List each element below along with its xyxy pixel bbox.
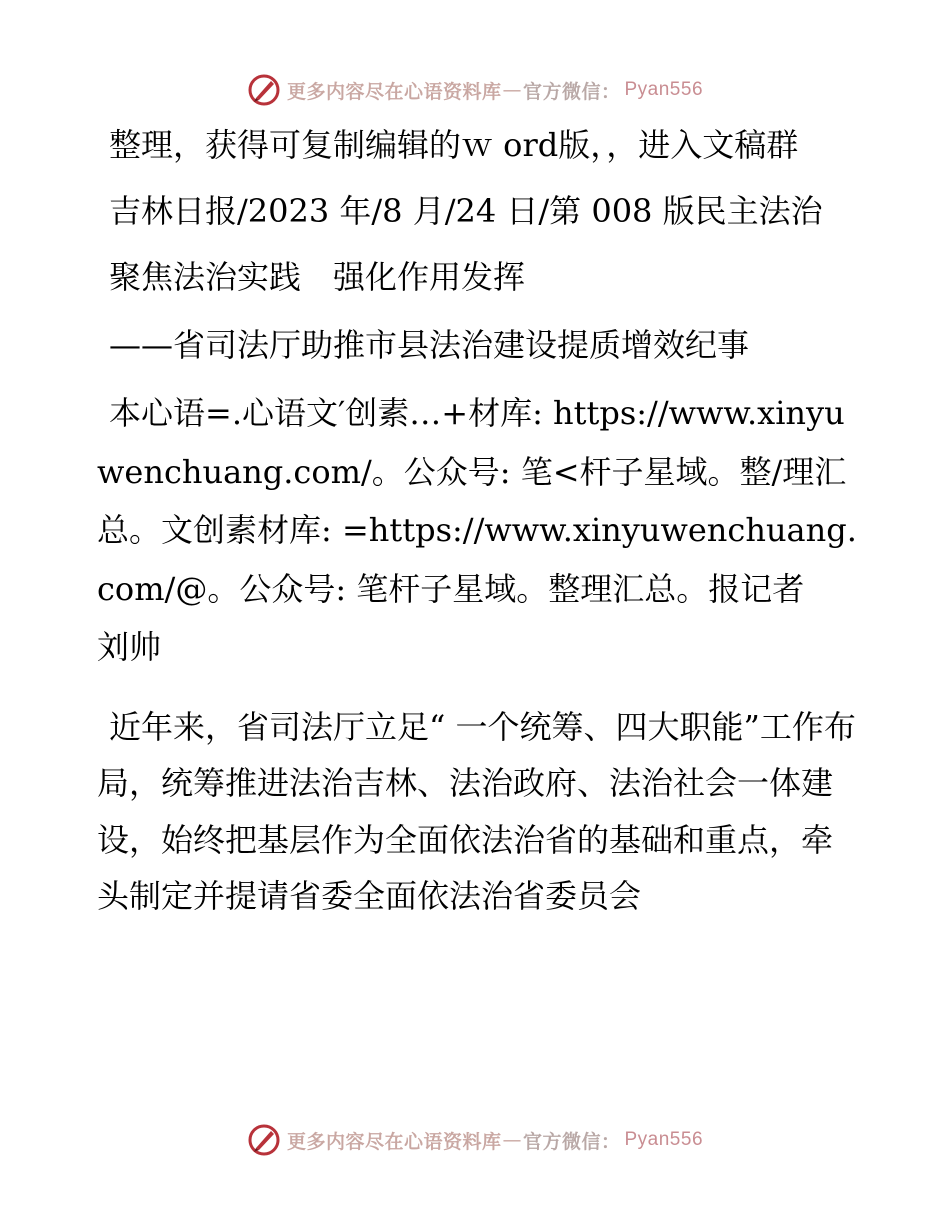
source-note: 本心语=.心语文′创素…+材库: https://www.xinyuwenchuang.com/。公众号: 笔<杆子星域。整/理汇总。文创素材库: =https://www.xinyuwenchuang.com/@。公众号: 笔杆子星域。整理汇总。报记者 刘帅 <box>97 394 857 666</box>
pen-logo-icon <box>247 1123 281 1157</box>
banner-main-text: 更多内容尽在心语资料库 <box>286 80 502 103</box>
subheadline: ——省司法厅助推市县法治建设提质增效纪事 <box>109 326 750 364</box>
header-banner <box>0 70 950 110</box>
footer-banner <box>0 1120 950 1160</box>
publication-line: 吉林日报/2023 年/8 月/24 日/第 008 版民主法治 <box>109 192 823 230</box>
headline: 聚焦法治实践 强化作用发挥 <box>109 258 526 296</box>
intro-paragraph: 整理，获得可复制编辑的ｗ ord版，，进入文稿群 <box>109 126 799 164</box>
pen-logo-icon <box>247 73 281 107</box>
banner-main-text: 更多内容尽在心语资料库 <box>286 1130 502 1153</box>
banner-wechat-id: Pyan556 <box>624 1129 704 1150</box>
banner-dash: — <box>502 1129 522 1151</box>
banner-dash: — <box>502 79 522 101</box>
body-paragraph: 近年来，省司法厅立足“ 一个统筹、四大职能”工作布局，统筹推进法治吉林、法治政府、法治社会一体建设，始终把基层作为全面依法治省的基础和重点，牵头制定并提请省委全面依法治省委员会 <box>97 707 856 915</box>
document-body <box>97 122 857 947</box>
banner-wechat-id: Pyan556 <box>624 79 704 100</box>
banner-wechat-label: 官方微信： <box>522 80 621 103</box>
banner-wechat-label: 官方微信： <box>522 1130 621 1153</box>
